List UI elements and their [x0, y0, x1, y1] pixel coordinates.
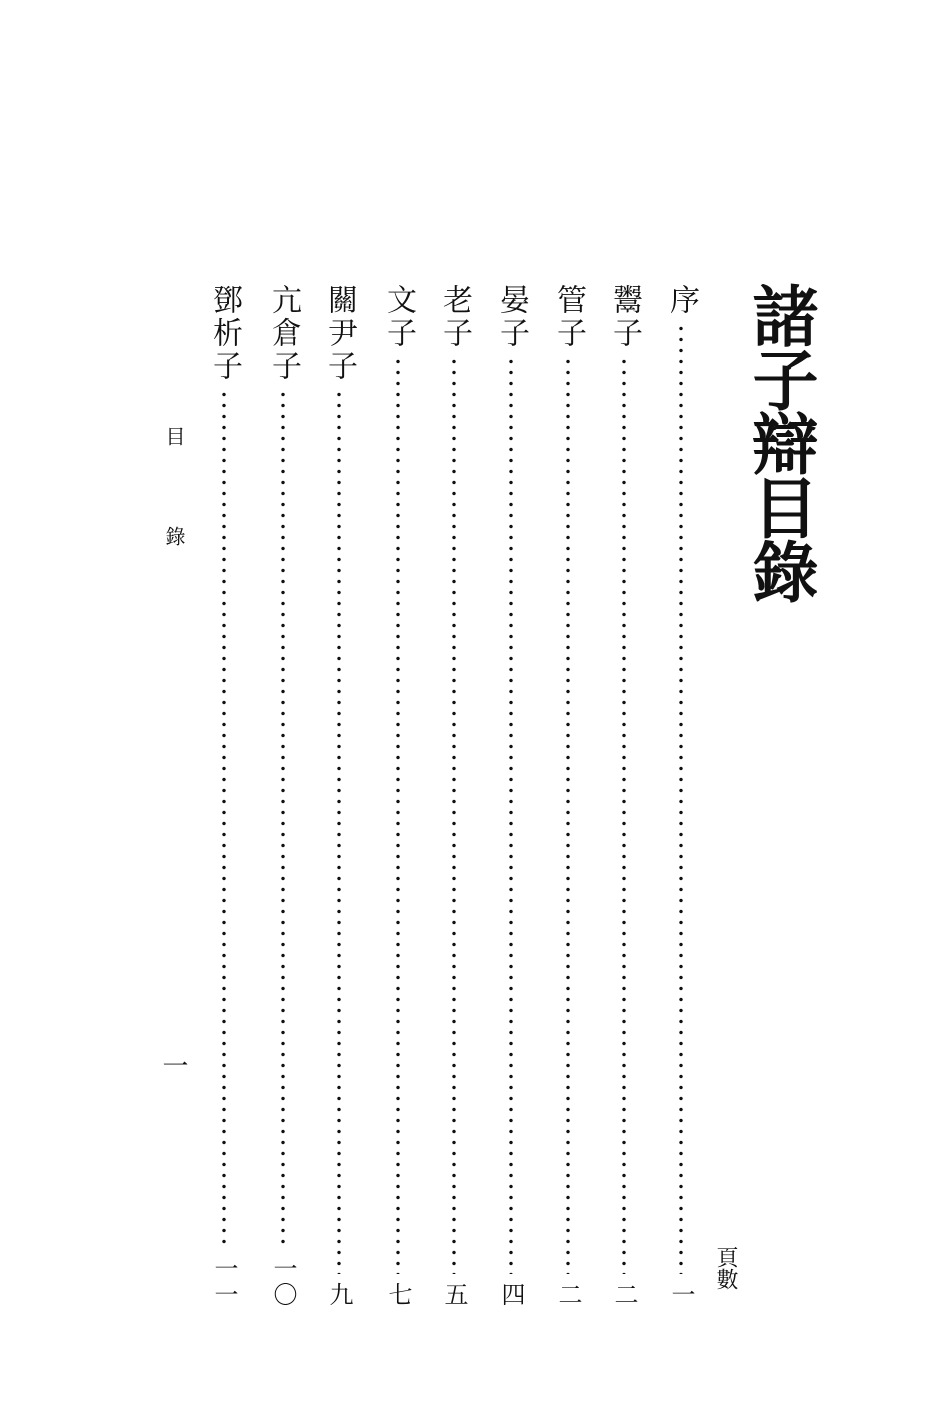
- toc-entry[interactable]: [663, 284, 699, 1308]
- toc-entry-title: 文子: [381, 284, 416, 350]
- toc-entry-title: 管子: [551, 284, 586, 350]
- page-number-column-label: 頁數: [713, 1246, 738, 1290]
- dot-leader: [452, 356, 456, 1274]
- toc-entry-page: 五: [440, 1282, 468, 1308]
- toc-entry[interactable]: [550, 284, 586, 1308]
- toc-entry-page: 一一: [210, 1256, 238, 1308]
- toc-entry-title: 鬻子: [607, 284, 642, 350]
- toc-entry-page: 四: [497, 1282, 525, 1308]
- toc-entry[interactable]: [206, 284, 242, 1308]
- toc-entry-title: 晏子: [494, 284, 529, 350]
- dot-leader: [281, 389, 285, 1248]
- toc-entry-page: 二: [610, 1282, 638, 1308]
- toc-entry-title: 鄧析子: [207, 284, 242, 383]
- running-head: 目錄: [162, 426, 186, 626]
- toc-entry[interactable]: [321, 284, 357, 1308]
- toc-entry-page: 二: [554, 1282, 582, 1308]
- toc-entry-title: 關尹子: [322, 284, 357, 383]
- dot-leader: [396, 356, 400, 1274]
- toc-entry-page: 一〇: [269, 1256, 297, 1308]
- toc-entry[interactable]: [436, 284, 472, 1308]
- toc-entry[interactable]: [265, 284, 301, 1308]
- toc-entry-title: 序: [664, 284, 699, 317]
- dot-leader: [566, 356, 570, 1274]
- page-title: 諸子辯目錄: [741, 282, 819, 602]
- dot-leader: [509, 356, 513, 1274]
- dot-leader: [222, 389, 226, 1248]
- folio-page-number: 一: [158, 1052, 188, 1078]
- toc-entry-title: 老子: [437, 284, 472, 350]
- toc-entry[interactable]: [493, 284, 529, 1308]
- toc-entry-page: 七: [384, 1282, 412, 1308]
- dot-leader: [679, 323, 683, 1274]
- toc-entry-page: 一: [667, 1282, 695, 1308]
- dot-leader: [337, 389, 341, 1274]
- toc-entry[interactable]: [606, 284, 642, 1308]
- toc-entry[interactable]: [380, 284, 416, 1308]
- toc-entry-page: 九: [325, 1282, 353, 1308]
- toc-entry-title: 亢倉子: [266, 284, 301, 383]
- dot-leader: [622, 356, 626, 1274]
